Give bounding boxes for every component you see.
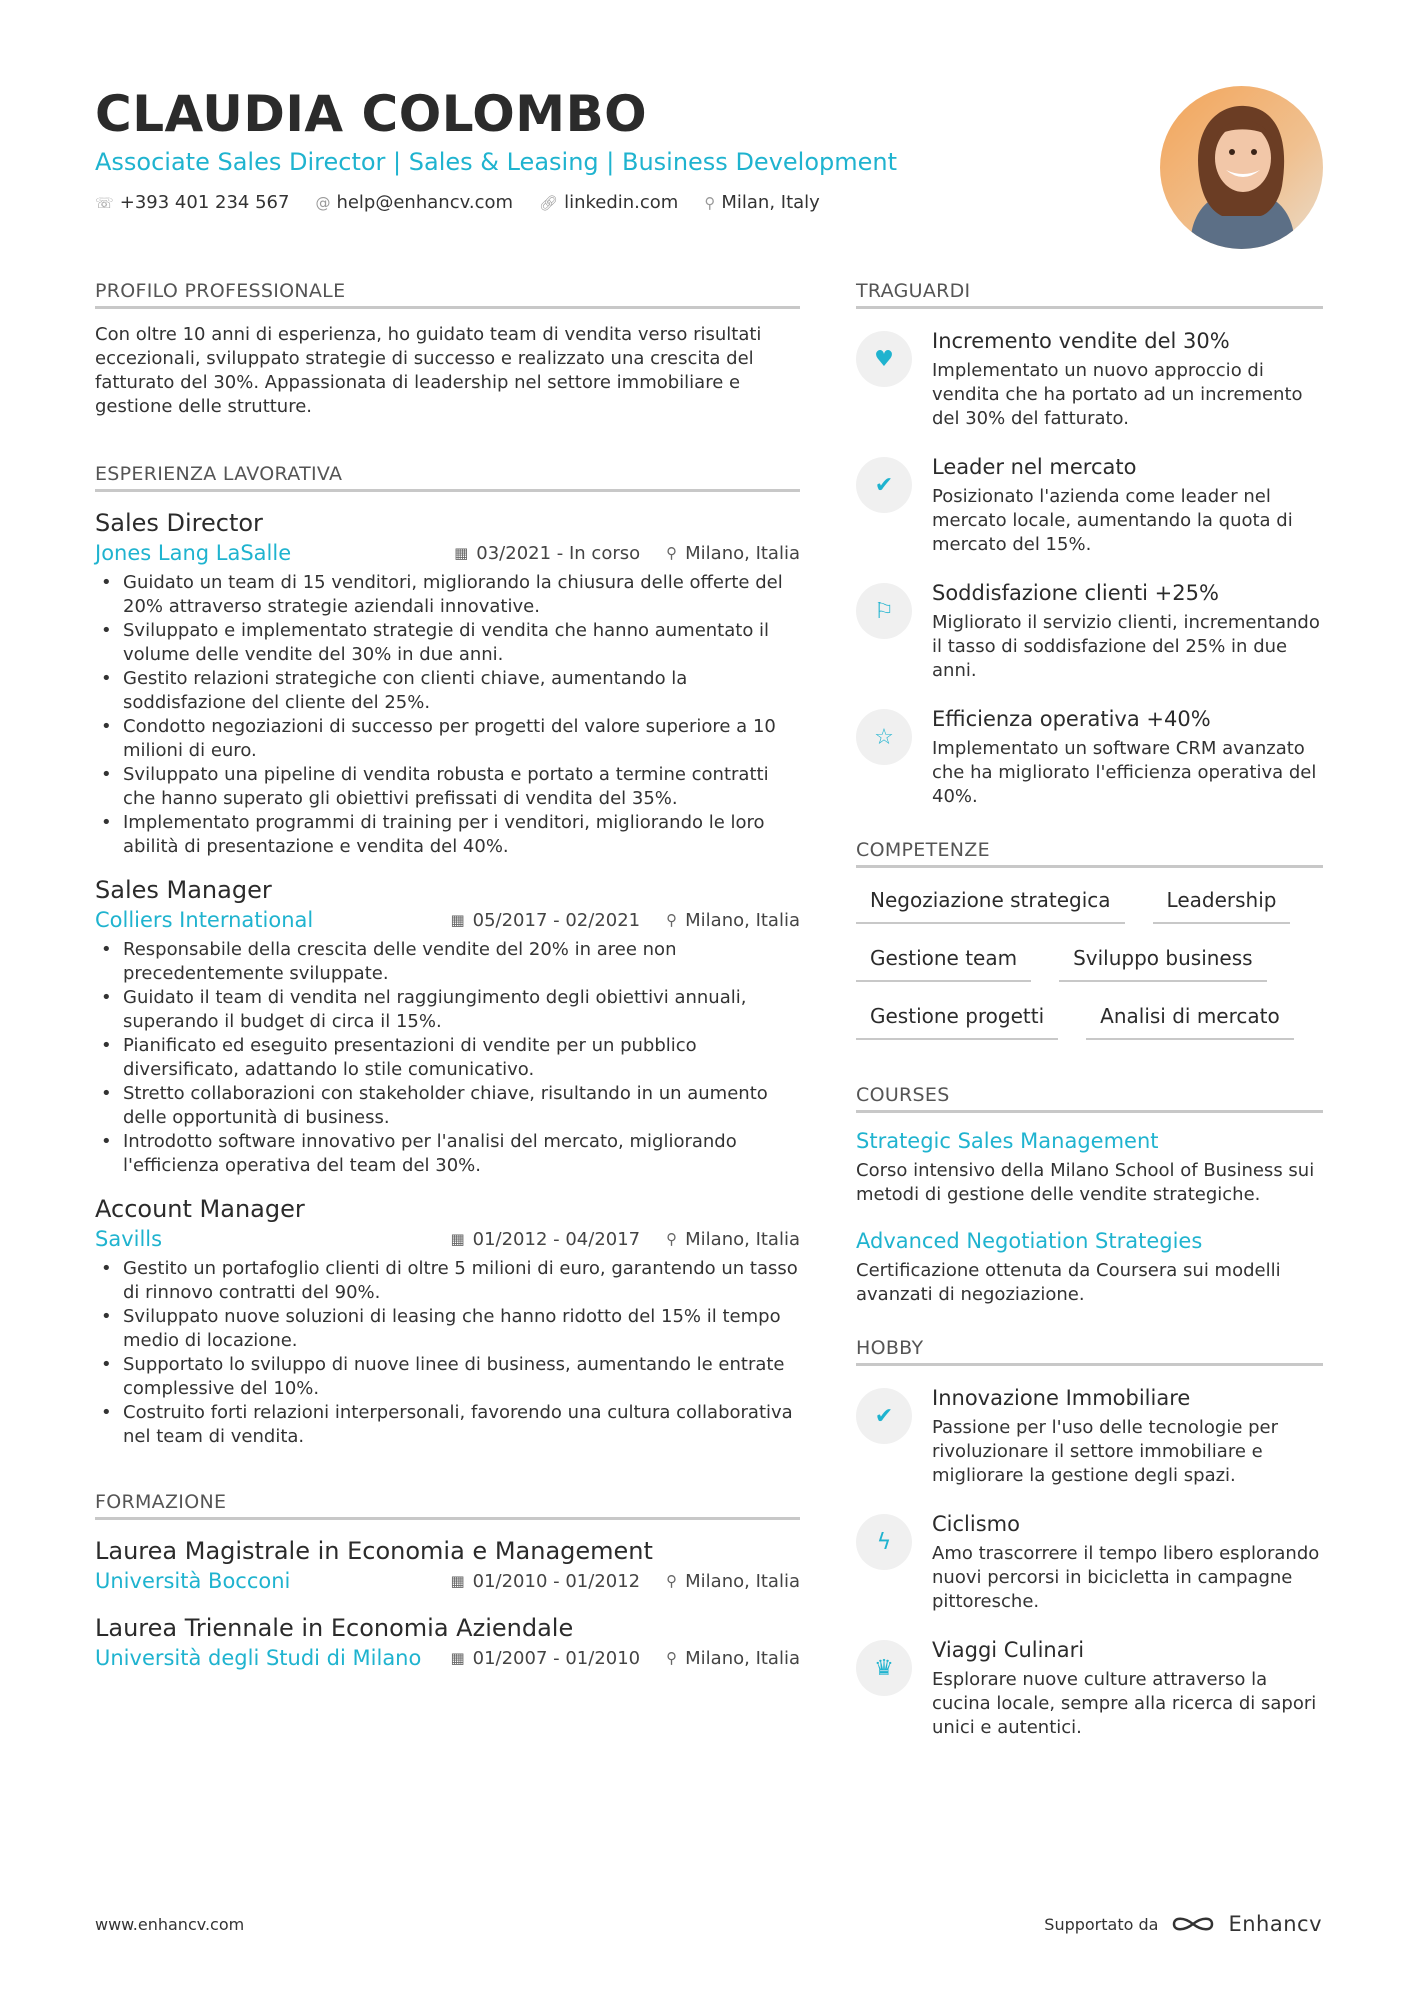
job-dates: 03/2021 - In corso <box>476 542 641 564</box>
page-footer <box>95 1912 1322 1936</box>
job-dates: 05/2017 - 02/2021 <box>472 909 641 931</box>
contact-phone-text: +393 401 234 567 <box>119 192 290 213</box>
candidate-name: CLAUDIA COLOMBO <box>95 85 648 143</box>
job-bullet: • Stretto collaborazioni con stakeholder chiave, risultando in un aumento delle opportunità di business. <box>95 1082 800 1130</box>
calendar-icon: ▦ <box>450 1649 465 1667</box>
contact-location-text: Milan, Italy <box>721 192 820 213</box>
job-company: Colliers International <box>95 908 314 932</box>
course-item <box>856 1127 1323 1207</box>
achievement-item <box>856 453 1323 557</box>
contact-email[interactable] <box>315 192 513 213</box>
job-bullet: • Gestito un portafoglio clienti di oltre 5 milioni di euro, garantendo un tasso di rinnovo contratti del 90%. <box>95 1257 800 1305</box>
job-meta <box>95 1227 800 1251</box>
education-dates: 01/2007 - 01/2010 <box>472 1647 641 1669</box>
profile-section-title: PROFILO PROFESSIONALE <box>95 280 800 309</box>
job-meta <box>95 908 800 932</box>
achievement-title: Efficienza operativa +40% <box>932 707 1211 731</box>
check-icon: ✔ <box>856 457 912 513</box>
achievement-item <box>856 579 1323 683</box>
location-icon: ⚲ <box>666 1649 678 1667</box>
hobby-desc: Amo trascorrere il tempo libero esplorando nuovi percorsi in bicicletta in campagne pittoresche. <box>932 1543 1320 1612</box>
hobby-item <box>856 1636 1323 1740</box>
education-section-title: FORMAZIONE <box>95 1491 800 1520</box>
job-dates: 01/2012 - 04/2017 <box>472 1228 641 1250</box>
skills-list <box>856 880 1323 1040</box>
job-bullet: • Introdotto software innovativo per l'analisi del mercato, migliorando l'efficienza operativa del team del 30%. <box>95 1130 800 1178</box>
link-icon: 🔗︎ <box>539 193 559 212</box>
enhancv-logo-icon <box>1170 1913 1216 1935</box>
resume-header <box>95 84 1095 213</box>
hobby-desc: Passione per l'uso delle tecnologie per rivoluzionare il settore immobiliare e migliorare la gestione degli spazi. <box>932 1417 1279 1486</box>
job-bullet: • Sviluppato e implementato strategie di vendita che hanno aumentato il volume delle vendite del 30% in due anni. <box>95 619 800 667</box>
profile-section <box>95 280 800 419</box>
education-school: Università Bocconi <box>95 1569 291 1593</box>
hobby-title: Viaggi Culinari <box>932 1638 1085 1662</box>
skill-tag: Analisi di mercato <box>1086 996 1294 1040</box>
experience-section-title: ESPERIENZA LAVORATIVA <box>95 463 800 492</box>
job-bullet: • Condotto negoziazioni di successo per progetti del valore superiore a 10 milioni di euro. <box>95 715 800 763</box>
job-company: Savills <box>95 1227 163 1251</box>
location-icon: ⚲ <box>666 911 678 929</box>
footer-powered-by: Supportato da <box>1044 1914 1159 1934</box>
education-location: Milano, Italia <box>685 1570 800 1592</box>
job-bullet: • Guidato un team di 15 venditori, migliorando la chiusura delle offerte del 20% attraverso strategie aziendali innovative. <box>95 571 800 619</box>
job-bullet: • Gestito relazioni strategiche con clienti chiave, aumentando la soddisfazione del cliente del 25%. <box>95 667 800 715</box>
footer-website-link[interactable]: www.enhancv.com <box>95 1914 245 1934</box>
skill-tag: Leadership <box>1153 880 1291 924</box>
job-location: Milano, Italia <box>685 1228 800 1250</box>
job-role: Account Manager <box>95 1195 305 1223</box>
education-location: Milano, Italia <box>685 1647 800 1669</box>
profile-photo <box>1160 86 1323 249</box>
job-bullet: • Sviluppato nuove soluzioni di leasing che hanno ridotto del 15% il tempo medio di locazione. <box>95 1305 800 1353</box>
job-entry <box>95 508 800 859</box>
bolt-icon: ϟ <box>856 1514 912 1570</box>
location-icon: ⚲ <box>666 544 678 562</box>
course-item <box>856 1227 1323 1307</box>
skills-section <box>856 839 1323 1040</box>
trophy-icon: ♛ <box>856 1640 912 1696</box>
job-bullet: • Pianificato ed eseguito presentazioni di vendite per un pubblico diversificato, adattando lo stile comunicativo. <box>95 1034 800 1082</box>
hobby-title: Ciclismo <box>932 1512 1020 1536</box>
calendar-icon: ▦ <box>450 911 465 929</box>
hobby-item <box>856 1384 1323 1488</box>
skills-section-title: COMPETENZE <box>856 839 1323 868</box>
job-company: Jones Lang LaSalle <box>95 541 292 565</box>
job-bullet: • Responsabile della crescita delle vendite del 20% in aree non precedentemente sviluppate. <box>95 938 800 986</box>
achievement-title: Leader nel mercato <box>932 455 1137 479</box>
job-bullet: • Sviluppato una pipeline di vendita robusta e portato a termine contratti che hanno superato gli obiettivi prefissati di vendita del 35%. <box>95 763 800 811</box>
job-meta <box>95 541 800 565</box>
skill-tag: Sviluppo business <box>1059 938 1266 982</box>
education-degree: Laurea Magistrale in Economia e Management <box>95 1537 653 1565</box>
experience-section <box>95 463 800 1449</box>
job-role: Sales Director <box>95 509 263 537</box>
contact-linkedin[interactable] <box>539 192 678 213</box>
education-degree: Laurea Triennale in Economia Aziendale <box>95 1614 574 1642</box>
job-entry <box>95 875 800 1178</box>
education-entry <box>95 1613 800 1670</box>
achievement-desc: Implementato un nuovo approccio di vendita che ha portato ad un incremento del 30% del fatturato. <box>932 360 1303 429</box>
job-bullet: • Costruito forti relazioni interpersonali, favorendo una cultura collaborativa nel team di vendita. <box>95 1401 800 1449</box>
hobbies-section <box>856 1337 1323 1740</box>
achievement-desc: Migliorato il servizio clienti, incrementando il tasso di soddisfazione del 25% in due anni. <box>932 612 1320 681</box>
profile-text: Con oltre 10 anni di esperienza, ho guidato team di vendita verso risultati eccezionali, sviluppato strategie di successo e realizzato una crescita del fatturato del 30%. Appassionata di leadership nel settore immobiliare e gestione delle strutture. <box>95 324 762 417</box>
course-title: Strategic Sales Management <box>856 1129 1159 1153</box>
skill-tag: Negoziazione strategica <box>856 880 1125 924</box>
contact-linkedin-text: linkedin.com <box>564 192 679 213</box>
contact-location <box>704 192 819 213</box>
achievement-desc: Posizionato l'azienda come leader nel mercato locale, aumentando la quota di mercato del 15%. <box>932 486 1293 555</box>
candidate-tagline: Associate Sales Director | Sales & Leasing | Business Development <box>95 148 898 176</box>
right-column <box>856 280 1323 1762</box>
flag-icon: ⚐ <box>856 583 912 639</box>
education-school: Università degli Studi di Milano <box>95 1646 422 1670</box>
star-icon: ☆ <box>856 709 912 765</box>
job-role: Sales Manager <box>95 876 272 904</box>
job-bullets <box>95 938 800 1178</box>
contact-list <box>95 192 1095 213</box>
contact-phone <box>95 192 289 213</box>
location-icon: ⚲ <box>666 1572 678 1590</box>
achievement-title: Soddisfazione clienti +25% <box>932 581 1219 605</box>
courses-section <box>856 1084 1323 1307</box>
calendar-icon: ▦ <box>454 544 469 562</box>
skill-tag: Gestione progetti <box>856 996 1058 1040</box>
footer-brand: Enhancv <box>1228 1912 1322 1936</box>
hobby-desc: Esplorare nuove culture attraverso la cucina locale, sempre alla ricerca di sapori unici e autentici. <box>932 1669 1317 1738</box>
job-bullet: • Implementato programmi di training per i venditori, migliorando le loro abilità di presentazione e vendita del 40%. <box>95 811 800 859</box>
hobby-title: Innovazione Immobiliare <box>932 1386 1191 1410</box>
job-bullets <box>95 1257 800 1449</box>
achievement-item <box>856 705 1323 809</box>
education-entry <box>95 1536 800 1593</box>
skill-tag: Gestione team <box>856 938 1031 982</box>
job-entry <box>95 1194 800 1449</box>
job-bullets <box>95 571 800 859</box>
course-desc: Certificazione ottenuta da Coursera sui modelli avanzati di negoziazione. <box>856 1260 1281 1305</box>
job-bullet: • Supportato lo sviluppo di nuove linee di business, aumentando le entrate complessive del 10%. <box>95 1353 800 1401</box>
location-icon: ⚲ <box>704 193 716 212</box>
achievements-section-title: TRAGUARDI <box>856 280 1323 309</box>
hobbies-section-title: HOBBY <box>856 1337 1323 1366</box>
achievement-title: Incremento vendite del 30% <box>932 329 1230 353</box>
location-icon: ⚲ <box>666 1230 678 1248</box>
job-location: Milano, Italia <box>685 542 800 564</box>
course-desc: Corso intensivo della Milano School of Business sui metodi di gestione delle vendite strategiche. <box>856 1160 1315 1205</box>
courses-section-title: COURSES <box>856 1084 1323 1113</box>
heart-icon: ♥ <box>856 331 912 387</box>
left-column <box>95 280 800 1670</box>
phone-icon: ☏ <box>95 193 114 212</box>
course-title: Advanced Negotiation Strategies <box>856 1229 1203 1253</box>
education-section <box>95 1491 800 1670</box>
achievements-section <box>856 280 1323 809</box>
contact-email-text: help@enhancv.com <box>336 192 514 213</box>
at-icon: @ <box>315 193 331 212</box>
hobby-item <box>856 1510 1323 1614</box>
achievement-desc: Implementato un software CRM avanzato che ha migliorato l'efficienza operativa del 40%. <box>932 738 1317 807</box>
calendar-icon: ▦ <box>450 1230 465 1248</box>
education-dates: 01/2010 - 01/2012 <box>472 1570 641 1592</box>
check-icon: ✔ <box>856 1388 912 1444</box>
achievement-item <box>856 327 1323 431</box>
job-bullet: • Guidato il team di vendita nel raggiungimento degli obiettivi annuali, superando il budget di circa il 15%. <box>95 986 800 1034</box>
calendar-icon: ▦ <box>450 1572 465 1590</box>
job-location: Milano, Italia <box>685 909 800 931</box>
